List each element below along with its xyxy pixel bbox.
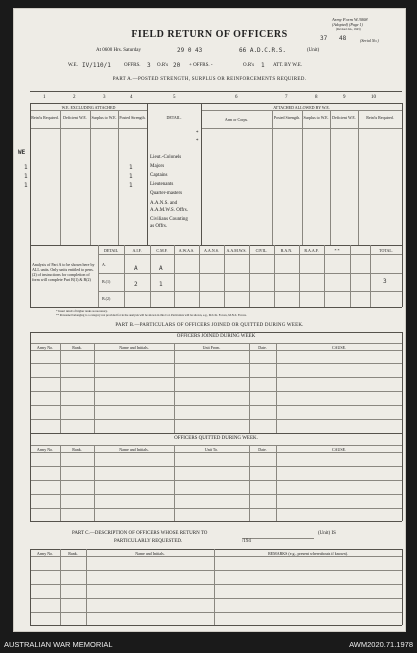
header-posted-strength-att: Posted Strength.: [273, 115, 301, 120]
serial-label: (Serial No.): [360, 38, 379, 43]
ors-label: O.R's: [157, 63, 169, 68]
summary-total: 3: [383, 278, 387, 285]
summary-header: A.I.F.: [132, 248, 142, 253]
quitted-header: Name and Initials.: [119, 447, 149, 452]
col4-value: 1: [129, 173, 133, 180]
form-revised: (Revised Jan., 1943): [336, 27, 361, 31]
detail-row: as Offrs.: [150, 224, 168, 229]
detail-row: Majors: [150, 164, 165, 169]
attached-allowed-header: ATTACHED ALLOWED BY W.E.: [273, 105, 330, 110]
summary-b1-aif: 2: [134, 281, 138, 288]
summary-header: R.A.N.: [280, 248, 293, 253]
part-c-unit-label: (Unit) IS: [318, 531, 336, 536]
part-c-date: /194: [242, 539, 251, 544]
joined-header: Name and Initials.: [119, 345, 149, 350]
part-c-heading: PART C.—DESCRIPTION OF OFFICERS WHOSE RETURN TO: [72, 531, 208, 536]
plus-offrs-label: + OFFRS. -: [189, 63, 213, 68]
ors-att-value: 1: [261, 62, 265, 69]
form-title: FIELD RETURN OF OFFICERS: [131, 29, 288, 40]
part-c-header: Rank.: [68, 551, 78, 556]
detail-row: Captains: [150, 173, 168, 178]
unit-label: (Unit): [307, 48, 320, 53]
joined-header: Date.: [258, 345, 267, 350]
summary-a-aif: A: [134, 265, 138, 272]
col1-value: 1: [24, 182, 28, 189]
quitted-header: CAUSE.: [331, 447, 347, 452]
we-value: IV/110/1: [82, 62, 111, 69]
header-reints-required-att: Rein'ts Required.: [366, 115, 394, 120]
summary-header: CIVIL.: [255, 248, 268, 253]
serial-value-2: 48: [339, 35, 347, 42]
col-number: 3: [103, 95, 106, 100]
serial-value: 37: [320, 35, 328, 42]
quitted-header: Date.: [258, 447, 267, 452]
detail-row: Civilians Counting: [150, 217, 188, 222]
col-number: 8: [315, 95, 318, 100]
part-c-header: Army No.: [36, 551, 54, 556]
footer-accession: AWM2020.71.1978: [349, 640, 413, 649]
header-deficient: Deficient W.E.: [63, 115, 87, 120]
quitted-heading: OFFICERS QUITTED DURING WEEK.: [174, 436, 258, 441]
star-mark: *: [196, 131, 199, 136]
part-b-heading: PART B.—PARTICULARS OF OFFICERS JOINED OR QUITTED DURING WEEK.: [115, 323, 304, 328]
summary-row-label: B.(1): [102, 279, 111, 284]
header-surplus-att: Surplus to W.E.: [303, 115, 329, 120]
form-page: [13, 8, 406, 632]
footnote: ** Personnel belonging to a category not provided for in the analysis will be shown in this Col. Particulars will be shown, e.g., M.U.K. Forces, M.N.Z. Forces.: [56, 313, 247, 317]
ors-att-label: O.R's: [243, 63, 255, 68]
summary-header: * *: [334, 248, 340, 253]
summary-header: R.A.A.F.: [304, 248, 319, 253]
col-number: 1: [43, 95, 46, 100]
summary-header: A.A.M.W.S.: [226, 248, 247, 253]
col-number: 7: [285, 95, 288, 100]
header-arm-corps: Arm or Corps.: [224, 117, 249, 122]
col-number: 10: [371, 95, 376, 100]
form-adopted: (Adopted) (Page 1): [332, 22, 363, 27]
header-reints-required: Rein'ts Required.: [31, 115, 59, 120]
quitted-header: Rank.: [72, 447, 82, 452]
star-mark: *: [196, 139, 199, 144]
form-number: Army Form W.3008: [332, 17, 368, 22]
summary-row-label: B.(2): [102, 296, 111, 301]
col1-value: 1: [24, 173, 28, 180]
detail-row: Lieut.-Colonels: [150, 155, 182, 160]
summary-header: A.A.N.S.: [204, 248, 219, 253]
summary-header: A.W.A.S.: [178, 248, 195, 253]
summary-header: TOTAL.: [379, 248, 393, 253]
we-label: W.E.: [68, 63, 78, 68]
quitted-header: Army No.: [36, 447, 54, 452]
detail-row: A.A.M.W.S. Offrs.: [150, 208, 188, 213]
col-number: 6: [235, 95, 238, 100]
unit-value: 66 A.D.C.R.S.: [239, 47, 286, 54]
summary-row-label: A.: [102, 262, 106, 267]
we-excluding-header: W.E. EXCLUDING ATTACHED: [61, 105, 116, 110]
joined-header: Unit From.: [202, 345, 221, 350]
offrs-label: OFFRS.: [124, 63, 141, 68]
offrs-value: 3: [147, 62, 151, 69]
col4-value: 1: [129, 182, 133, 189]
footer-source: AUSTRALIAN WAR MEMORIAL: [4, 640, 113, 649]
header-surplus: Surplus to W.E.: [91, 115, 117, 120]
analysis-note: Analysis of Part A to be shown here by ALL units. Only units entitled to pens. (2) of instructions for completion of form will complete Part B(1) & B(2): [32, 262, 95, 282]
part-c-header: REMARKS (e.g., present whereabouts if known).: [268, 551, 348, 556]
we-mark: WE: [18, 149, 26, 156]
header-deficient-att: Deficient W.E.: [332, 115, 356, 120]
detail-row: Lieutenants: [150, 182, 174, 187]
summary-header: DETAIL: [103, 248, 119, 253]
col-number: 5: [173, 95, 176, 100]
header-posted-strength: Posted Strength.: [119, 115, 146, 120]
time-label: At 0600 Hrs. Saturday: [96, 48, 141, 53]
quitted-header: Unit To.: [204, 447, 219, 452]
detail-row: A.A.N.S. and: [150, 201, 178, 206]
part-c-heading-2: PARTICULARLY REQUESTED.: [114, 539, 183, 544]
summary-b1-cmf: 1: [159, 281, 163, 288]
att-by-we-label: ATT. BY W.E.: [273, 63, 303, 68]
date-value: 29 0 43: [177, 47, 203, 54]
detail-row: Quarter-masters: [150, 191, 183, 196]
col4-value: 1: [129, 164, 133, 171]
summary-a-cmf: A: [159, 265, 163, 272]
ors-value: 20: [173, 62, 181, 69]
part-c-header: Name and Initials.: [135, 551, 165, 556]
part-a-heading: PART A.—POSTED STRENGTH, SURPLUS OR REINFORCEMENTS REQUIRED.: [112, 77, 307, 82]
joined-heading: OFFICERS JOINED DURING WEEK: [176, 334, 256, 339]
joined-header: Rank.: [72, 345, 82, 350]
col1-value: 1: [24, 164, 28, 171]
header-detail: DETAIL.: [166, 115, 182, 120]
joined-header: CAUSE.: [331, 345, 347, 350]
col-number: 4: [130, 95, 133, 100]
col-number: 9: [343, 95, 346, 100]
summary-header: C.M.F.: [156, 248, 168, 253]
col-number: 2: [73, 95, 76, 100]
footnote: * Insert detail of higher ranks as necessary.: [56, 309, 108, 313]
joined-header: Army No.: [36, 345, 54, 350]
